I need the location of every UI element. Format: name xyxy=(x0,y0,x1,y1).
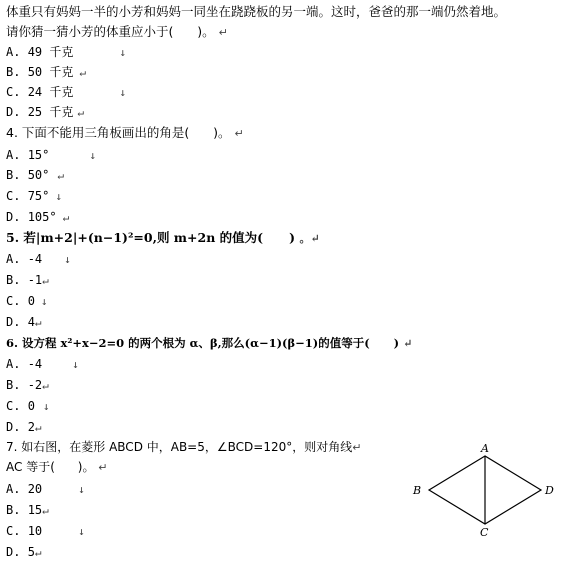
q7-stem-line1: 7. 如右图，在菱形 ABCD 中，AB=5，∠BCD=120°，则对角线↵ xyxy=(6,440,362,454)
q4-option-c: C. 75° ↓ xyxy=(6,189,62,203)
down-arrow-icon: ↓ xyxy=(72,358,79,371)
q4-option-a: A. 15° ↓ xyxy=(6,148,96,162)
down-arrow-icon: ↓ xyxy=(42,400,50,413)
return-mark-icon: ↵ xyxy=(34,546,42,559)
q3-option-a: A. 49 千克 ↓ xyxy=(6,45,126,59)
return-mark-icon: ↵ xyxy=(218,26,228,39)
q3-stem-line1: 体重只有妈妈一半的小芳和妈妈一同坐在跷跷板的另一端。这时，爸爸的那一端仍然着地。 xyxy=(6,4,507,19)
q3-option-b: B. 50 千克 ↵ xyxy=(6,65,86,79)
rhombus-figure xyxy=(405,440,565,540)
down-arrow-icon: ↓ xyxy=(89,149,96,162)
q6-option-b: B. -2↵ xyxy=(6,378,49,392)
q5-option-c: C. 0 ↓ xyxy=(6,294,48,308)
return-mark-icon: ↵ xyxy=(403,337,413,350)
q3-option-c: C. 24 千克 ↓ xyxy=(6,85,126,99)
q4-stem: 4. 下面不能用三角板画出的角是( )。 ↵ xyxy=(6,125,244,140)
return-mark-icon: ↵ xyxy=(42,504,49,517)
vertex-d-label: D xyxy=(545,484,554,497)
q4-option-d: D. 105° ↵ xyxy=(6,210,70,224)
q5-option-b: B. -1↵ xyxy=(6,273,49,287)
vertex-a-label: A xyxy=(481,442,489,455)
return-mark-icon: 。↵ xyxy=(299,232,320,245)
return-mark-icon: ↵ xyxy=(77,106,84,119)
q6-stem: 6. 设方程 x²+x−2=0 的两个根为 α、β,那么(α−1)(β−1)的值等于( ) ↵ xyxy=(6,336,413,350)
q6-option-c: C. 0 ↓ xyxy=(6,399,50,413)
return-mark-icon: ↵ xyxy=(34,421,42,434)
vertex-b-label: B xyxy=(413,484,422,497)
return-mark-icon: ↵ xyxy=(62,211,70,224)
return-mark-icon: ↵ xyxy=(234,127,244,140)
q7-stem-line2: AC 等于( )。 ↵ xyxy=(6,460,108,474)
q3-stem-line2: 请你猜一猜小芳的体重应小于( )。 ↵ xyxy=(6,24,228,39)
return-mark-icon: ↵ xyxy=(42,379,49,392)
down-arrow-icon: ↓ xyxy=(78,483,85,496)
vertex-c-label: C xyxy=(480,526,489,539)
q4-option-b: B. 50° ↵ xyxy=(6,168,64,182)
down-arrow-icon: ↓ xyxy=(64,253,71,266)
return-mark-icon: ↵ xyxy=(79,66,86,79)
q5-option-a: A. -4 ↓ xyxy=(6,252,71,266)
q7-option-c: C. 10 ↓ xyxy=(6,524,85,538)
q3-option-d: D. 25 千克 ↵ xyxy=(6,105,84,119)
q7-option-b: B. 15↵ xyxy=(6,503,49,517)
return-mark-icon: ↵ xyxy=(98,461,108,474)
down-arrow-icon: ↓ xyxy=(119,86,126,99)
q6-option-a: A. -4 ↓ xyxy=(6,357,79,371)
q5-option-d: D. 4↵ xyxy=(6,315,42,329)
down-arrow-icon: ↓ xyxy=(78,525,85,538)
down-arrow-icon: ↓ xyxy=(55,190,62,203)
return-mark-icon: ↵ xyxy=(34,316,42,329)
return-mark-icon: ↵ xyxy=(352,441,362,454)
q5-stem: 5. 若|m+2|+(n−1)²=0,则 m+2n 的值为( ) 。↵ xyxy=(6,230,320,245)
q7-option-d: D. 5↵ xyxy=(6,545,42,559)
return-mark-icon: ↵ xyxy=(57,169,64,182)
down-arrow-icon: ↓ xyxy=(40,295,48,308)
q6-option-d: D. 2↵ xyxy=(6,420,42,434)
q7-option-a: A. 20 ↓ xyxy=(6,482,85,496)
return-mark-icon: ↵ xyxy=(42,274,49,287)
down-arrow-icon: ↓ xyxy=(119,46,126,59)
